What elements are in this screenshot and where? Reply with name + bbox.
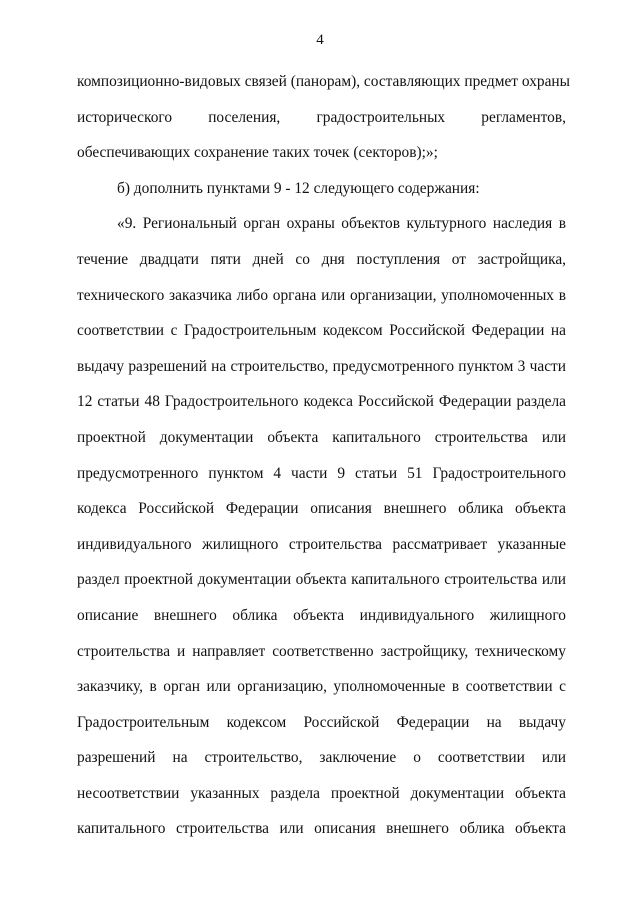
page-number: 4 [316,32,324,48]
text-line: б) дополнить пунктами 9 - 12 следующего содержания: [117,179,480,197]
text-line: описание внешнего облика объекта индивидуального жилищного [77,606,566,624]
text-line: «9. Региональный орган охраны объектов культурного наследия в [117,215,566,233]
text-line: разрешений на строительство, заключение о соответствии или [77,749,566,767]
text-line: строительства и направляет соответственно застройщику, техническому [77,642,566,660]
text-line: индивидуального жилищного строительства рассматривает указанные [77,535,566,553]
text-line: заказчику, в орган или организацию, уполномоченные в соответствии с [77,678,566,696]
text-line: композиционно-видовых связей (панорам), составляющих предмет охраны [77,73,570,90]
text-line: Градостроительным кодексом Российской Федерации на выдачу [77,713,566,731]
text-line: выдачу разрешений на строительство, предусмотренного пунктом 3 части [77,357,566,375]
text-line: технического заказчика либо органа или организации, уполномоченных в [77,286,566,304]
text-line: 12 статьи 48 Градостроительного кодекса Российской Федерации раздела [77,393,566,411]
text-line: кодекса Российской Федерации описания внешнего облика объекта [77,500,566,518]
text-line: несоответствии указанных раздела проектной документации объекта [77,784,566,802]
text-line: исторического поселения, градостроительных регламентов, [77,108,566,126]
text-line: течение двадцати пяти дней со дня поступления от застройщика, [77,250,566,268]
text-line: предусмотренного пунктом 4 части 9 статьи 51 Градостроительного [77,464,566,482]
text-line: обеспечивающих сохранение таких точек (секторов);»; [77,144,438,162]
text-line: проектной документации объекта капитального строительства или [77,428,566,446]
text-line: капитального строительства или описания внешнего облика объекта [77,820,566,838]
text-line: раздел проектной документации объекта капитального строительства или [77,571,566,589]
text-line: соответствии с Градостроительным кодексом Российской Федерации на [77,322,566,340]
document-body [77,70,570,853]
